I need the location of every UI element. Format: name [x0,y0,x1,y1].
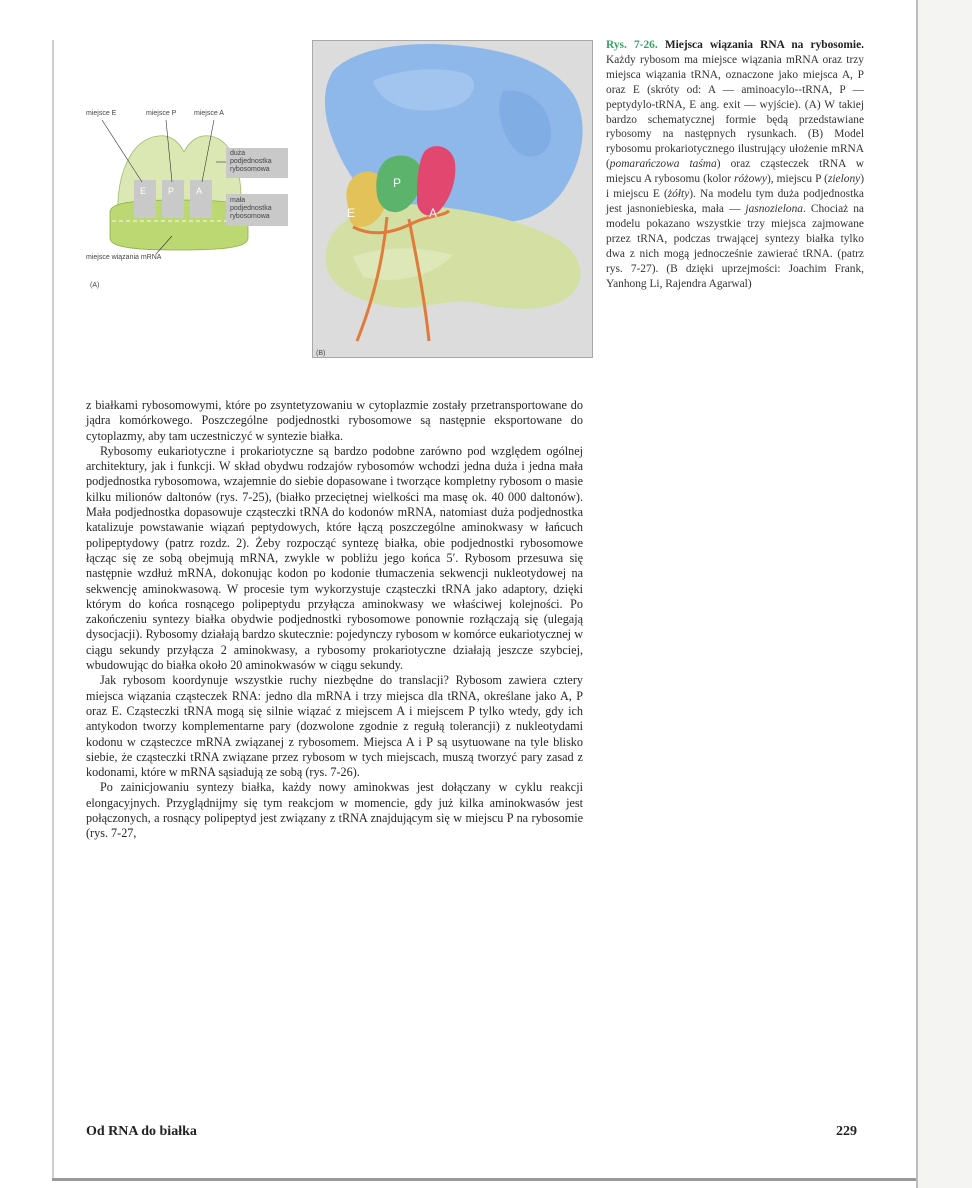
model-site-p-letter: P [393,176,402,190]
slot-p-letter: P [168,186,175,196]
caption-a-color: różowy [734,173,767,186]
large-subunit-label-line2: podjednostka [230,158,272,165]
figure-caption [606,38,864,291]
mrna-site-label: miejsce wiązania mRNA [86,254,162,261]
caption-text-5: ). Na modelu tym duża podjednostka jest jasnoniebieska, mała — [606,188,864,215]
site-e-label: miejsce E [86,110,117,117]
paragraph-3: Jak rybosom koordynuje wszystkie ruchy niezbędne do translacji? Rybosom zawiera cztery miejsca wiązania cząsteczek RNA: jedno dla mRNA i trzy miejsca dla tRNA, określane jako A, P oraz E. Cząsteczki tRNA mogą się silnie wiązać z miejscem A i miejscem P tylko wtedy, gdy ich antykodon tworzy komplementarne pary (dozwolone zgodnie z regułą tolerancji) z nukleotydami kodonu w cząsteczce mRNA związanej z rybosomem. Miejsca A i P są usytuowane na tyle blisko siebie, że cząsteczki tRNA związane przez rybosom w tych miejscach, muszą tworzyć pary zasad z kodonami, które w mRNA sąsiadują ze sobą (rys. 7-26). [86,673,583,780]
caption-text-4: ) i miejscu E ( [606,173,864,201]
scan-edge-bottom [52,1178,916,1181]
figure-a-panel-label: (A) [90,282,100,289]
caption-small-color: jasnozielona [745,202,803,215]
paragraph-2: Rybosomy eukariotyczne i prokariotyczne są bardzo podobne zarówno pod względem ogólnej architektury, jak i funkcji. W skład obydwu rodzajów rybosomów wchodzi jedna duża i jedna mała podjednostka rybosomowa, wzajemnie do siebie dopasowane i tworzące kompletny rybosom o masie kilku milionów daltonów (rys. 7-25), (białko przeciętnej wielkości ma masę ok. 40 000 daltonów). Mała podjednostka dopasowuje cząsteczki tRNA do kodonów mRNA, natomiast duża podjednostka katalizuje powstawanie wiązań peptydowych, które łączą poszczególne aminokwasy w łańcuch polipeptydowy (patrz rozdz. 2). Żeby rozpocząć syntezę białka, obie podjednostki rybosomowe łącząc się ze sobą obejmują mRNA, zwykle w pobliżu jego końca 5′. Rybosom przesuwa się następnie wzdłuż mRNA, dokonując kodon po kodonie tłumaczenia sekwencji nukleotydowej na sekwencję aminokwasową. W procesie tym wykorzystuje cząsteczki tRNA jako adaptory, dzięki którym do końca rosnącego polipeptydu przyłącza aminokwasy we właściwej kolejności. Po zakończeniu syntezy białka obydwie podjednostki rybosomowe ponownie rozłączają się (ulegają dysocjacji). Rybosomy działają bardzo skutecznie: pojedynczy rybosom w komórce eukariotycznej w ciągu sekundy przyłącza 2 aminokwasy, a rybosomy prokariotyczne działają jeszcze szybciej, wbudowując do białka około 20 aminokwasów w ciągu sekundy. [86,443,583,673]
page-number: 229 [836,1124,857,1139]
site-a-label: miejsce A [194,110,224,117]
figure-a [86,100,316,300]
body-text [86,398,583,842]
caption-e-color: żółty [667,188,690,201]
caption-text-6: . Chociaż na modelu pokazano wszystkie trzy miejsca zajmowane przez tRNA, podczas trwającej syntezy białka tylko dwa z nich mogą jednocześnie zawierać tRNA. (patrz rys. 7-27). (B dzięki uprzejmości: Joachim Frank, Yanhong Li, Rajendra Agarwal) [606,202,864,290]
caption-text-3: ), miejscu P ( [766,173,828,186]
small-subunit-label-line1: mała [230,197,246,204]
large-subunit-label-line3: rybosomowa [230,166,270,173]
large-subunit-label-line1: duża [230,150,246,157]
small-subunit-label-line2: podjednostka [230,205,272,212]
paragraph-1: z białkami rybosomowymi, które po zsyntetyzowaniu w cytoplazmie zostały przetransportowane do jądra komórkowego. Poszczególne podjednostki rybosomowe są następnie eksportowane do cytoplazmy, aby tam uczestniczyć w syntezie białka. [86,398,583,443]
caption-mrna-color: pomarańczowa taśma [609,158,717,171]
model-site-e-letter: E [347,206,356,220]
caption-p-color: zielony [827,173,861,186]
caption-text-2: ) oraz cząsteczek tRNA w miejscu A rybosomu (kolor [606,158,864,186]
small-subunit-label-line3: rybosomowa [230,213,270,220]
scan-edge-left [52,40,54,1180]
paragraph-4: Po zainicjowaniu syntezy białka, każdy nowy aminokwas jest dołączany w cyklu reakcji elongacyjnych. Przyglądnijmy się tym reakcjom w momencie, gdy już kilka aminokwasów jest połączonych, a rosnący polipeptyd jest związany z tRNA znajdującym się w miejscu P na rybosomie (rys. 7-27, [86,780,583,841]
figure-b [312,40,593,358]
ribosome-model [313,41,594,359]
slot-e-letter: E [140,186,147,196]
site-p-label: miejsce P [146,110,177,117]
figure-number: Rys. 7-26. [606,39,658,51]
caption-text-1: Każdy rybosom ma miejsce wiązania mRNA oraz trzy miejsca wiązania tRNA, oznaczone jako miejsca A, P oraz E (skróty od: A — aminoacylo--tRNA, P — peptydylo-tRNA, E ang. exit — wyjście). (A) W takiej bardzo schematycznej formie będą przedstawiane rybosomy na następnych rysunkach. (B) Model rybosomu prokariotycznego ilustrujący ułożenie mRNA ( [606,53,864,171]
running-footer-title: Od RNA do białka [86,1124,197,1139]
scan-edge-right [916,0,972,1188]
figure-title: Miejsca wiązania RNA na rybosomie. [664,39,864,51]
figure-b-panel-label: (B) [316,350,326,357]
slot-a-letter: A [196,186,203,196]
model-site-a-letter: A [429,206,438,220]
